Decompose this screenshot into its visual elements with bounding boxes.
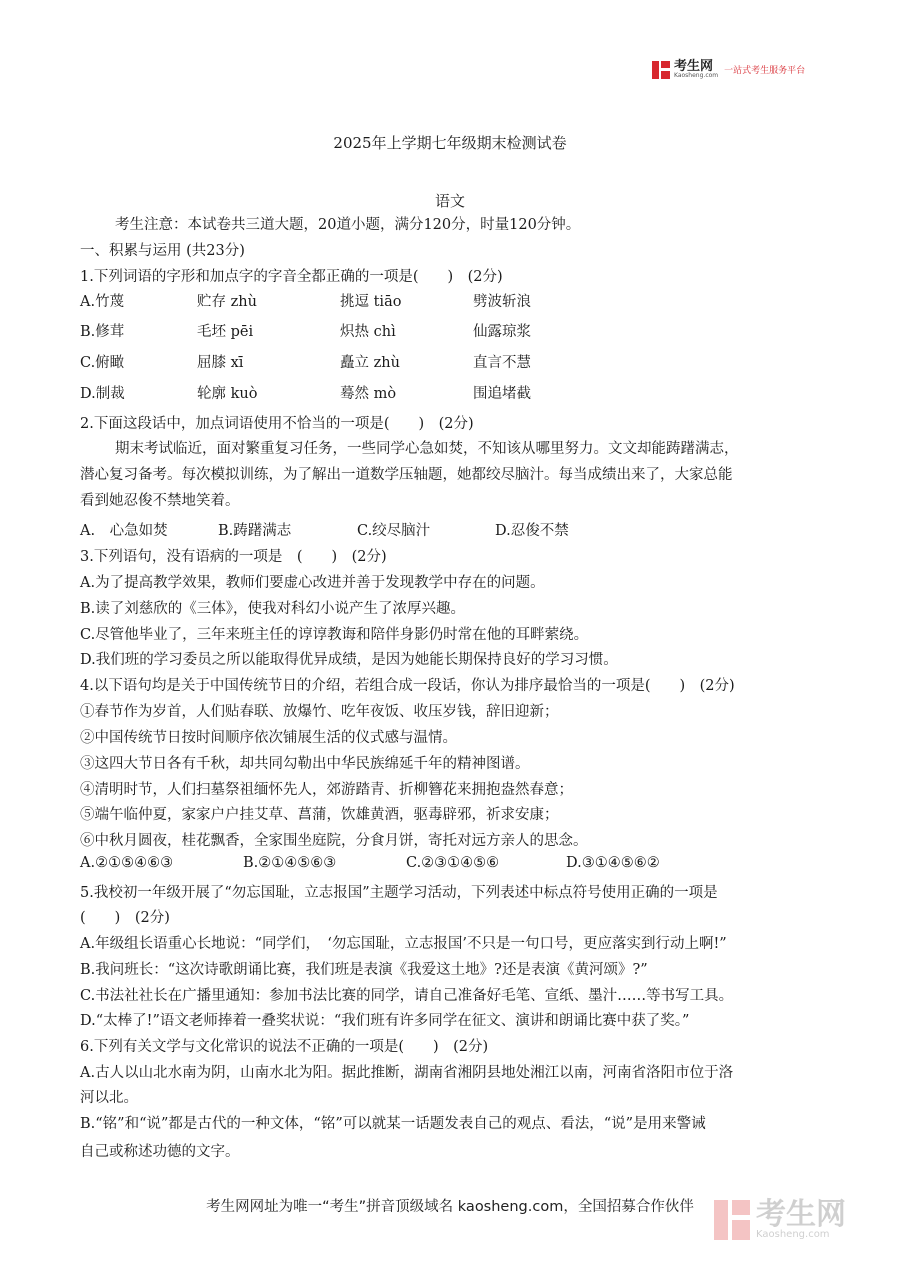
logo-name: 考生网 xyxy=(674,59,714,74)
question-2-passage: 潜心复习备考。每次模拟训练，为了解出一道数学压轴题，她都绞尽脑汁。每当成绩出来了，大家总能 xyxy=(80,467,733,483)
question-4-stem: 4.以下语句均是关于中国传统节日的介绍，若组合成一段话，你认为排序最恰当的一项是( ) (2分) xyxy=(80,678,735,694)
question-3-option-d: D.我们班的学习委员之所以能取得优异成绩，是因为她能长期保持良好的学习习惯。 xyxy=(80,652,618,668)
question-3-option-b: B.读了刘慈欣的《三体》，使我对科幻小说产生了浓厚兴趣。 xyxy=(80,601,466,617)
question-5-option-d: D.“太棒了!”语文老师捧着一叠奖状说：“我们班有许多同学在征文、演讲和朗诵比赛中获了奖。” xyxy=(80,1013,690,1029)
question-5-stem: 5.我校初一年级开展了“勿忘国耻，立志报国”主题学习活动，下列表述中标点符号使用正确的一项是 xyxy=(80,885,718,901)
question-3-option-a: A.为了提高教学效果，教师们要虚心改进并善于发现教学中存在的问题。 xyxy=(80,575,545,591)
question-2-stem: 2.下面这段话中，加点词语使用不恰当的一项是( ) (2分) xyxy=(80,416,474,432)
question-5-option-b: B.我问班长：“这次诗歌朗诵比赛，我们班是表演《我爱这土地》?还是表演《黄河颂》?” xyxy=(80,962,648,978)
kaosheng-logo-icon xyxy=(652,61,670,79)
question-6-option-b: B.“铭”和“说”都是古代的一种文体，“铭”可以就某一话题发表自己的观点、看法，“说”是用来警诫 xyxy=(80,1116,706,1132)
site-logo[interactable] xyxy=(652,60,805,79)
question-6-option-a: 河以北。 xyxy=(80,1090,138,1106)
question-1-option-a: A.竹蔑 贮存 zhù 挑逗 tiāo 劈波斩浪 xyxy=(80,294,531,310)
question-5-option-a: A.年级组长语重心长地说：“同学们， ‘勿忘国耻，立志报国’不只是一句口号，更应落实到行动上啊!” xyxy=(80,936,727,952)
question-2-options: A. 心急如焚 B.踌躇满志 C.绞尽脑汁 D.忍俊不禁 xyxy=(80,523,569,539)
question-4-sentence: ③这四大节日各有千秋，却共同勾勒出中华民族绵延千年的精神图谱。 xyxy=(80,756,530,772)
question-5-option-c: C.书法社社长在广播里通知：参加书法比赛的同学，请自己准备好毛笔、宣纸、墨汁……等书写工具。 xyxy=(80,988,734,1004)
question-2-passage: 期末考试临近，面对繁重复习任务，一些同学心急如焚，不知该从哪里努力。文文却能踌躇满志， xyxy=(115,441,739,457)
question-6-option-a: A.古人以山北水南为阴，山南水北为阳。据此推断，湖南省湘阴县地处湘江以南，河南省洛阳市位于洛 xyxy=(80,1065,734,1081)
exam-notice: 考生注意：本试卷共三道大题，20道小题，满分120分，时量120分钟。 xyxy=(115,217,581,233)
question-2-passage: 看到她忍俊不禁地笑着。 xyxy=(80,493,240,509)
question-4-sentence: ⑤端午临仲夏，家家户户挂艾草、菖蒲，饮雄黄酒，驱毒辟邪，祈求安康； xyxy=(80,807,559,823)
question-1-option-b: B.修茸 毛坯 pēi 炽热 chì 仙露琼浆 xyxy=(80,324,531,340)
footer-text[interactable]: 考生网网址为唯一“考生”拼音顶级域名 kaosheng.com，全国招募合作伙伴 xyxy=(206,1199,694,1215)
question-3-option-c: C.尽管他毕业了，三年来班主任的谆谆教诲和陪伴身影仍时常在他的耳畔萦绕。 xyxy=(80,627,589,643)
question-4-sentence: ②中国传统节日按时间顺序依次铺展生活的仪式感与温情。 xyxy=(80,730,457,746)
question-6-stem: 6.下列有关文学与文化常识的说法不正确的一项是( ) (2分) xyxy=(80,1039,489,1055)
question-6-option-b: 自己或称述功德的文字。 xyxy=(80,1144,240,1160)
logo-slogan: 一站式考生服务平台 xyxy=(724,66,806,76)
question-3-stem: 3.下列语句，没有语病的一项是 ( ) (2分) xyxy=(80,549,387,565)
question-1-option-c: C.俯瞰 屈膝 xī 矗立 zhù 直言不慧 xyxy=(80,355,531,371)
watermark-domain: Kaosheng.com xyxy=(756,1229,830,1240)
question-1-option-d: D.制裁 轮廓 kuò 蓦然 mò 围追堵截 xyxy=(80,386,531,402)
question-5-stem: ( ) (2分) xyxy=(80,910,170,926)
exam-title: 2025年上学期七年级期末检测试卷 xyxy=(333,134,567,152)
section-heading: 一、积累与运用 (共23分) xyxy=(80,243,245,259)
watermark-logo xyxy=(714,1197,846,1240)
question-4-sentence: ⑥中秋月圆夜，桂花飘香，全家围坐庭院，分食月饼，寄托对远方亲人的思念。 xyxy=(80,833,588,849)
watermark-name: 考生网 xyxy=(756,1197,846,1232)
question-1-stem: 1.下列词语的字形和加点字的字音全都正确的一项是( ) (2分) xyxy=(80,269,503,285)
question-4-sentence: ①春节作为岁首，人们贴春联、放爆竹、吃年夜饭、收压岁钱，辞旧迎新； xyxy=(80,704,559,720)
question-4-sentence: ④清明时节，人们扫墓祭祖缅怀先人，郊游踏青、折柳簪花来拥抱盎然春意； xyxy=(80,782,573,798)
exam-subject: 语文 xyxy=(434,192,465,210)
kaosheng-watermark-icon xyxy=(714,1200,750,1240)
question-4-options: A.②①⑤④⑥③ B.②①④⑤⑥③ C.②③①④⑤⑥ D.③①④⑤⑥② xyxy=(80,855,660,871)
logo-domain: Kaosheng.com xyxy=(674,72,719,79)
